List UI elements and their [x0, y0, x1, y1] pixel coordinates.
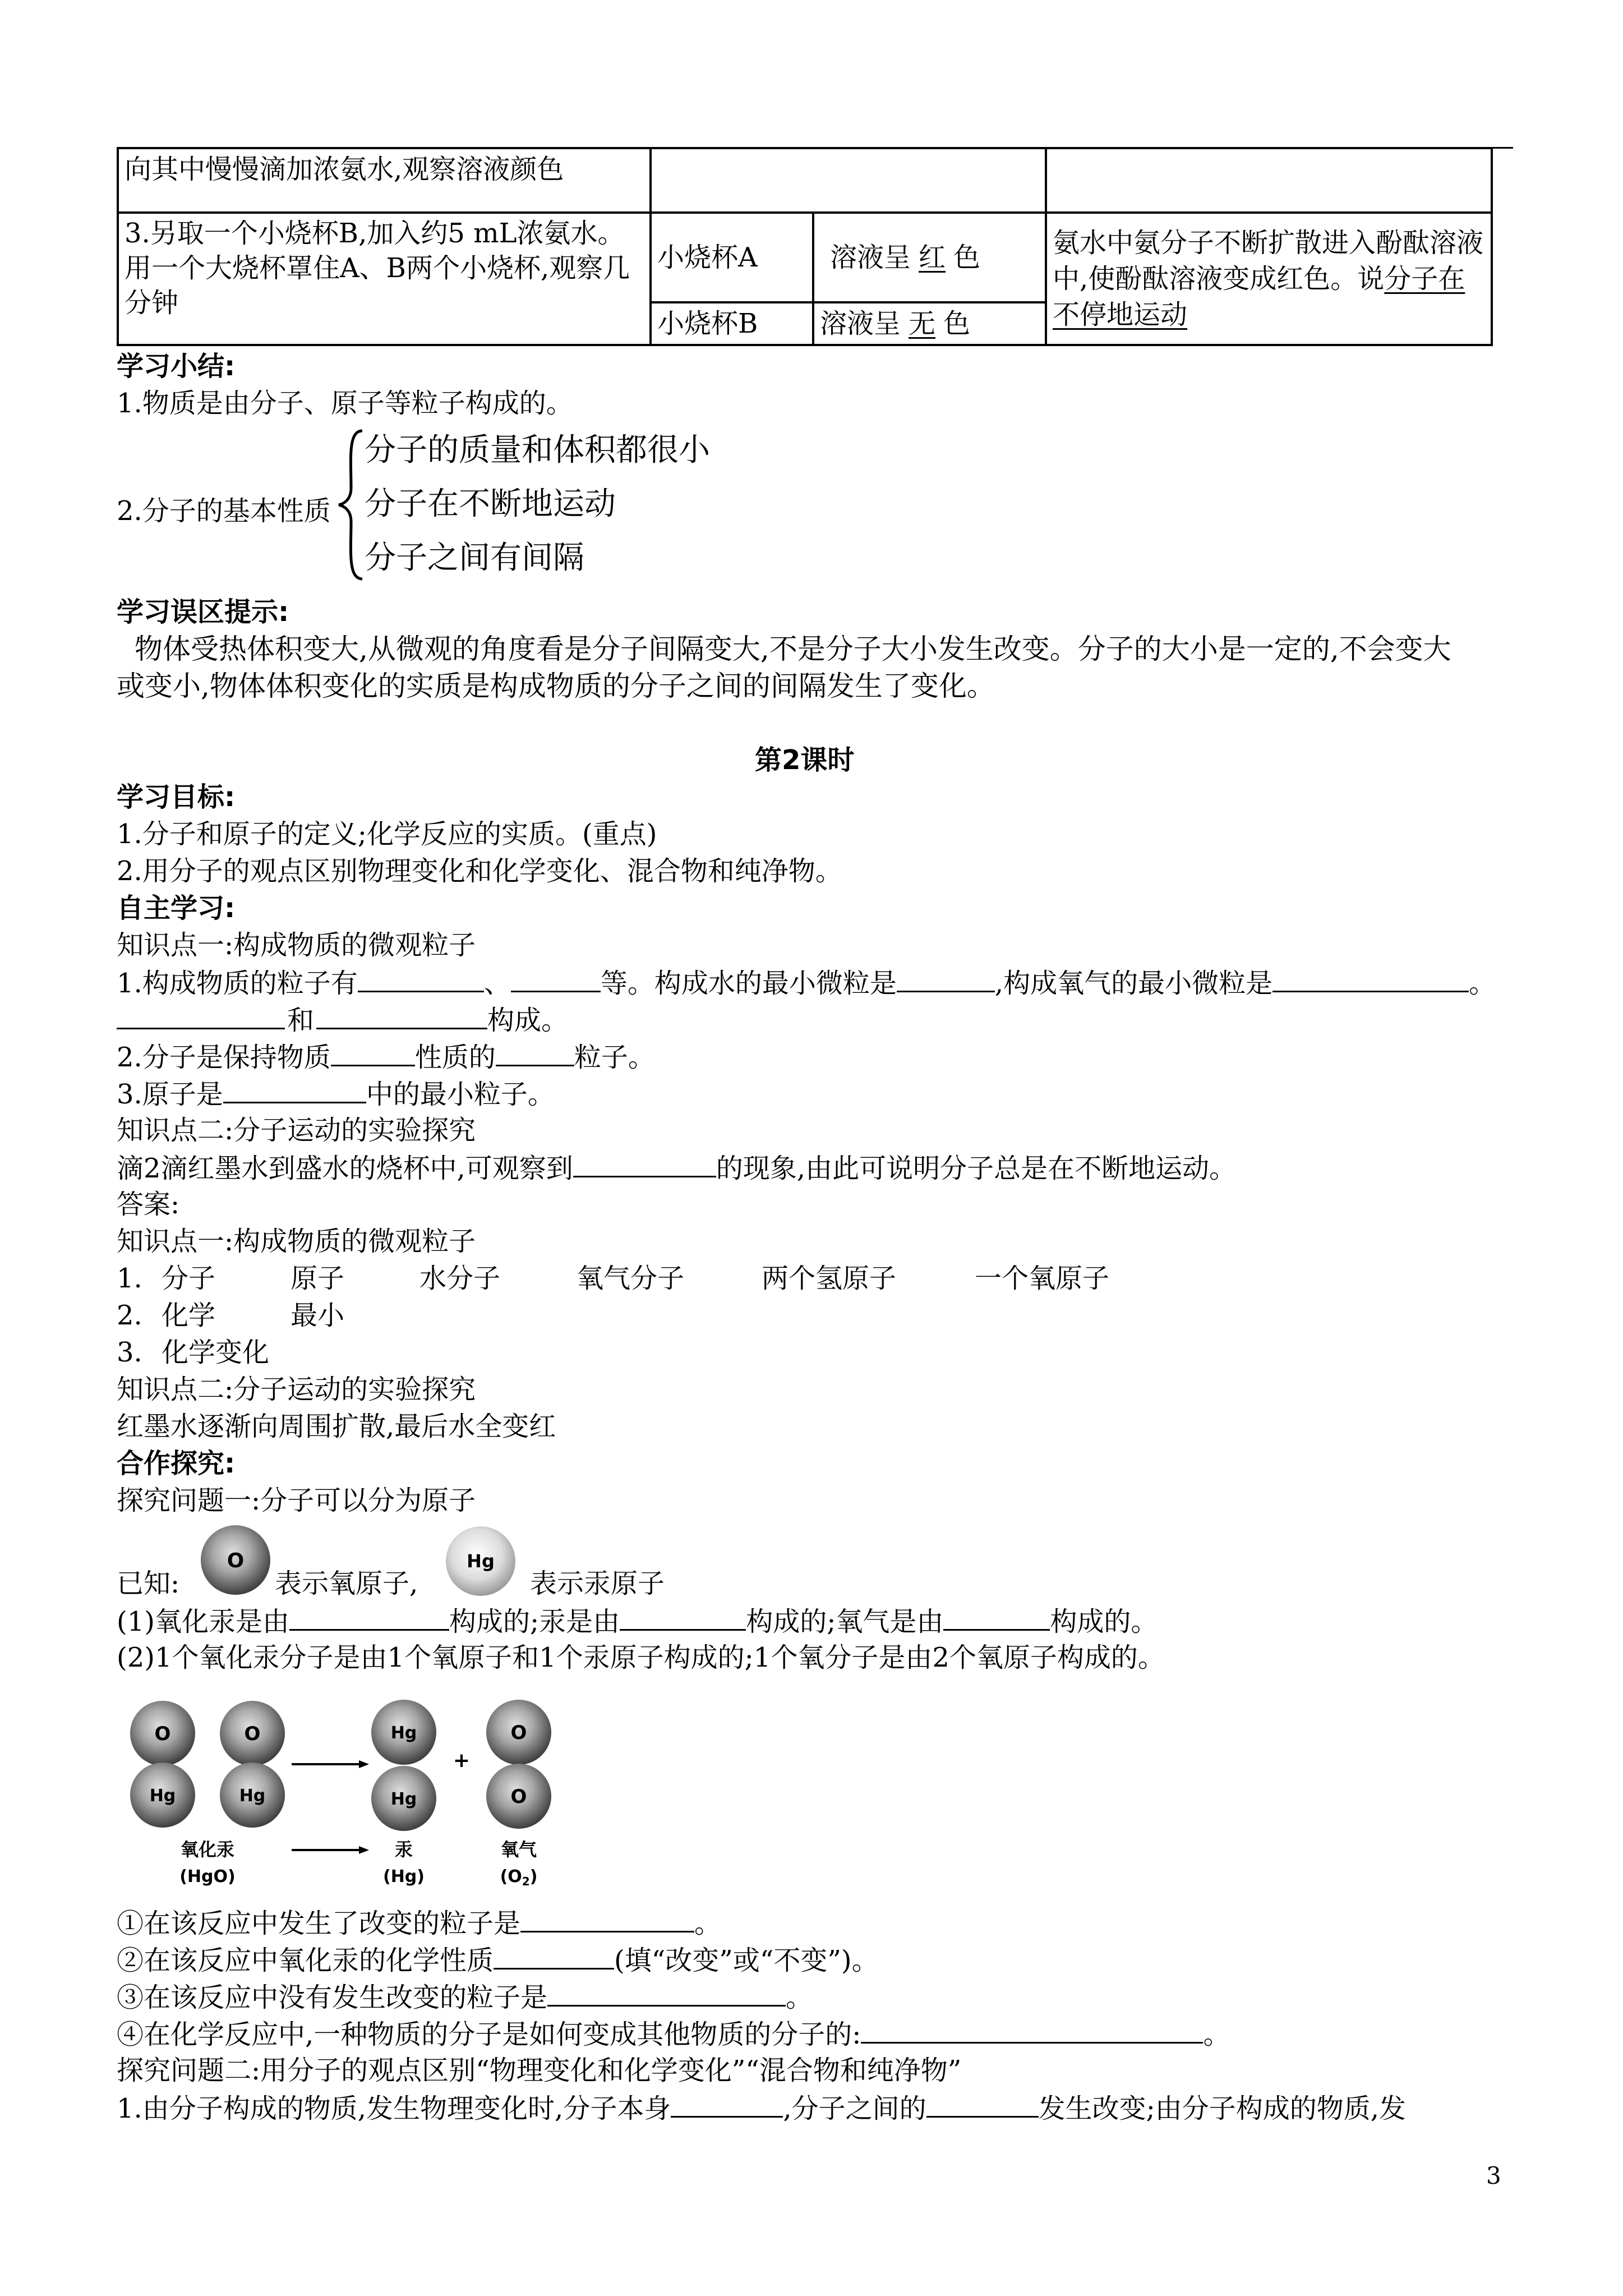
svg-text:(O2): $(O_2)$ — [500, 1867, 538, 1888]
table-cell-beaker-a: 小烧杯A — [651, 213, 813, 302]
question-1-line-2: 和 构成。 — [117, 1001, 568, 1039]
answer-blank[interactable] — [943, 1602, 1050, 1631]
answer-kp-1: 知识点一:构成物质的微观粒子 — [117, 1226, 476, 1257]
answer-blank[interactable] — [671, 2089, 783, 2118]
svg-text:汞: 汞 — [394, 1839, 413, 1860]
coop-check-1: ①在该反应中发生了改变的粒子是 。 — [117, 1904, 721, 1942]
svg-text:O: O — [510, 1722, 527, 1744]
brace-item: 分子在不断地运动 — [365, 486, 616, 522]
svg-text:Hg: Hg — [149, 1786, 176, 1806]
svg-text:Hg: Hg — [239, 1786, 266, 1806]
question-4: 滴2滴红墨水到盛水的烧杯中,可观察到 的现象,由此可说明分子总是在不断地运动。 — [117, 1149, 1236, 1187]
table-cell-result-a: 溶液呈 红 色 — [813, 213, 1046, 302]
oxygen-molecule — [486, 1700, 551, 1829]
answer-blank[interactable] — [573, 1149, 716, 1177]
answer-blank[interactable] — [897, 964, 995, 992]
curly-brace — [334, 426, 368, 583]
coop-question-2: (2)1个氧化汞分子是由1个氧原子和1个汞原子构成的;1个氧分子是由2个氧原子构成的。 — [117, 1642, 1165, 1673]
goals-heading: 学习目标: — [117, 781, 236, 813]
knowledge-point-1: 知识点一:构成物质的微观粒子 — [117, 930, 476, 961]
mistake-line-1: 物体受热体积变大,从微观的角度看是分子间隔变大,不是分子大小发生改变。分子的大小是一定的,不会变大 — [135, 633, 1451, 665]
hgo-molecule — [220, 1701, 285, 1828]
svg-text:氧气: 氧气 — [500, 1839, 537, 1860]
answer-blank[interactable] — [520, 1904, 694, 1932]
known-mercury-text: 表示汞原子 — [530, 1568, 665, 1599]
answer-kp-2: 知识点二:分子运动的实验探究 — [117, 1374, 476, 1405]
answer-blank[interactable] — [496, 1038, 574, 1066]
svg-text:(Hg): (Hg) — [382, 1867, 425, 1887]
answer-blank[interactable] — [316, 1001, 487, 1029]
answer-4: 红墨水逐渐向周围扩散,最后水全变红 — [117, 1411, 556, 1442]
experiment-table — [117, 147, 1493, 346]
reaction-diagram — [123, 1688, 572, 1902]
table-cell-empty — [651, 148, 1046, 213]
known-prefix: 已知: — [117, 1568, 180, 1599]
coop-heading: 合作探究: — [117, 1448, 236, 1479]
table-cell-step: 3.另取一个小烧杯B,加入约5 mL浓氨水。用一个大烧杯罩住A、B两个小烧杯,观察几分钟 — [118, 213, 651, 345]
answer-heading: 答案: — [117, 1189, 180, 1220]
answer-blank[interactable] — [511, 964, 601, 992]
coop-last-line: 1.由分子构成的物质,发生物理变化时,分子本身 ,分子之间的 发生改变;由分子构成的物质,发 — [117, 2089, 1406, 2127]
mercury-atoms — [371, 1700, 436, 1831]
answer-blank[interactable] — [926, 2089, 1039, 2118]
answer-blank[interactable] — [223, 1075, 366, 1103]
mistake-heading: 学习误区提示: — [117, 596, 289, 628]
coop-check-2: ②在该反应中氧化汞的化学性质 (填“改变”或“不变”)。 — [117, 1941, 879, 1979]
page-number: 3 — [1486, 2162, 1501, 2189]
answer-blank[interactable] — [620, 1602, 746, 1631]
svg-text:O: O — [244, 1723, 261, 1745]
question-1-line-1: 1.构成物质的粒子有 、 等。构成水的最小微粒是 ,构成氧气的最小微粒是 。 — [117, 964, 1496, 1002]
goal-1: 1.分子和原子的定义;化学反应的实质。(重点) — [117, 818, 657, 850]
result-a-color: 红 — [919, 242, 946, 273]
answer-blank[interactable] — [861, 2015, 1203, 2044]
summary-item-1: 1.物质是由分子、原子等粒子构成的。 — [117, 388, 573, 419]
coop-question-1: (1)氧化汞是由 构成的;汞是由 构成的;氧气是由 构成的。 — [117, 1602, 1158, 1640]
known-oxygen-text: 表示氧原子, — [275, 1568, 418, 1599]
svg-text:O: O — [227, 1549, 245, 1572]
self-study-heading: 自主学习: — [117, 892, 236, 924]
answer-blank[interactable] — [117, 1001, 285, 1029]
oxygen-atom-icon — [199, 1524, 272, 1596]
hgo-molecule — [130, 1701, 195, 1828]
table-cell-step: 向其中慢慢滴加浓氨水,观察溶液颜色 — [118, 148, 651, 213]
svg-text:Hg: Hg — [390, 1723, 417, 1743]
answer-blank[interactable] — [494, 1941, 614, 1970]
mercury-atom-icon — [444, 1525, 517, 1598]
answer-blank[interactable] — [358, 964, 484, 992]
svg-text:+: + — [453, 1749, 471, 1772]
table-cell-beaker-b: 小烧杯B — [651, 302, 813, 345]
brace-item: 分子之间有间隔 — [365, 540, 584, 576]
table-cell-empty — [1046, 148, 1492, 213]
brace-item: 分子的质量和体积都很小 — [365, 432, 710, 468]
summary-heading: 学习小结: — [117, 351, 236, 382]
knowledge-point-2: 知识点二:分子运动的实验探究 — [117, 1115, 476, 1146]
lesson-title: 第2课时 — [755, 744, 855, 776]
svg-text:氧化汞: 氧化汞 — [180, 1839, 235, 1860]
svg-text:O: O — [510, 1786, 527, 1808]
goal-2: 2.用分子的观点区别物理变化和化学变化、混合物和纯净物。 — [117, 855, 842, 887]
answer-blank[interactable] — [1272, 964, 1469, 992]
svg-text:Hg: Hg — [390, 1789, 417, 1809]
summary-item-2-label: 2.分子的基本性质 — [117, 495, 331, 527]
question-2: 2.分子是保持物质 性质的 粒子。 — [117, 1038, 655, 1076]
coop-problem-1: 探究问题一:分子可以分为原子 — [117, 1485, 476, 1516]
mistake-line-2: 或变小,物体体积变化的实质是构成物质的分子之间的间隔发生了变化。 — [117, 670, 995, 702]
coop-check-4: ④在化学反应中,一种物质的分子是如何变成其他物质的分子的: 。 — [117, 2015, 1230, 2053]
coop-check-3: ③在该反应中没有发生改变的粒子是 。 — [117, 1978, 813, 2016]
question-3: 3.原子是 中的最小粒子。 — [117, 1075, 555, 1113]
svg-text:O: O — [154, 1723, 171, 1745]
answer-blank[interactable] — [289, 1602, 449, 1631]
answer-blank[interactable] — [547, 1978, 786, 2007]
result-b-color: 无 — [909, 308, 936, 339]
svg-text:Hg: Hg — [467, 1550, 495, 1572]
answer-blank[interactable] — [331, 1038, 415, 1066]
svg-text:(HgO): (HgO) — [179, 1867, 236, 1887]
table-cell-result-b: 溶液呈 无 色 — [813, 302, 1046, 345]
table-cell-conclusion: 氨水中氨分子不断扩散进入酚酞溶液中,使酚酞溶液变成红色。说分子在不停地运动 — [1046, 213, 1492, 345]
coop-problem-2: 探究问题二:用分子的观点区别“物理变化和化学变化”“混合物和纯净物” — [117, 2055, 962, 2086]
